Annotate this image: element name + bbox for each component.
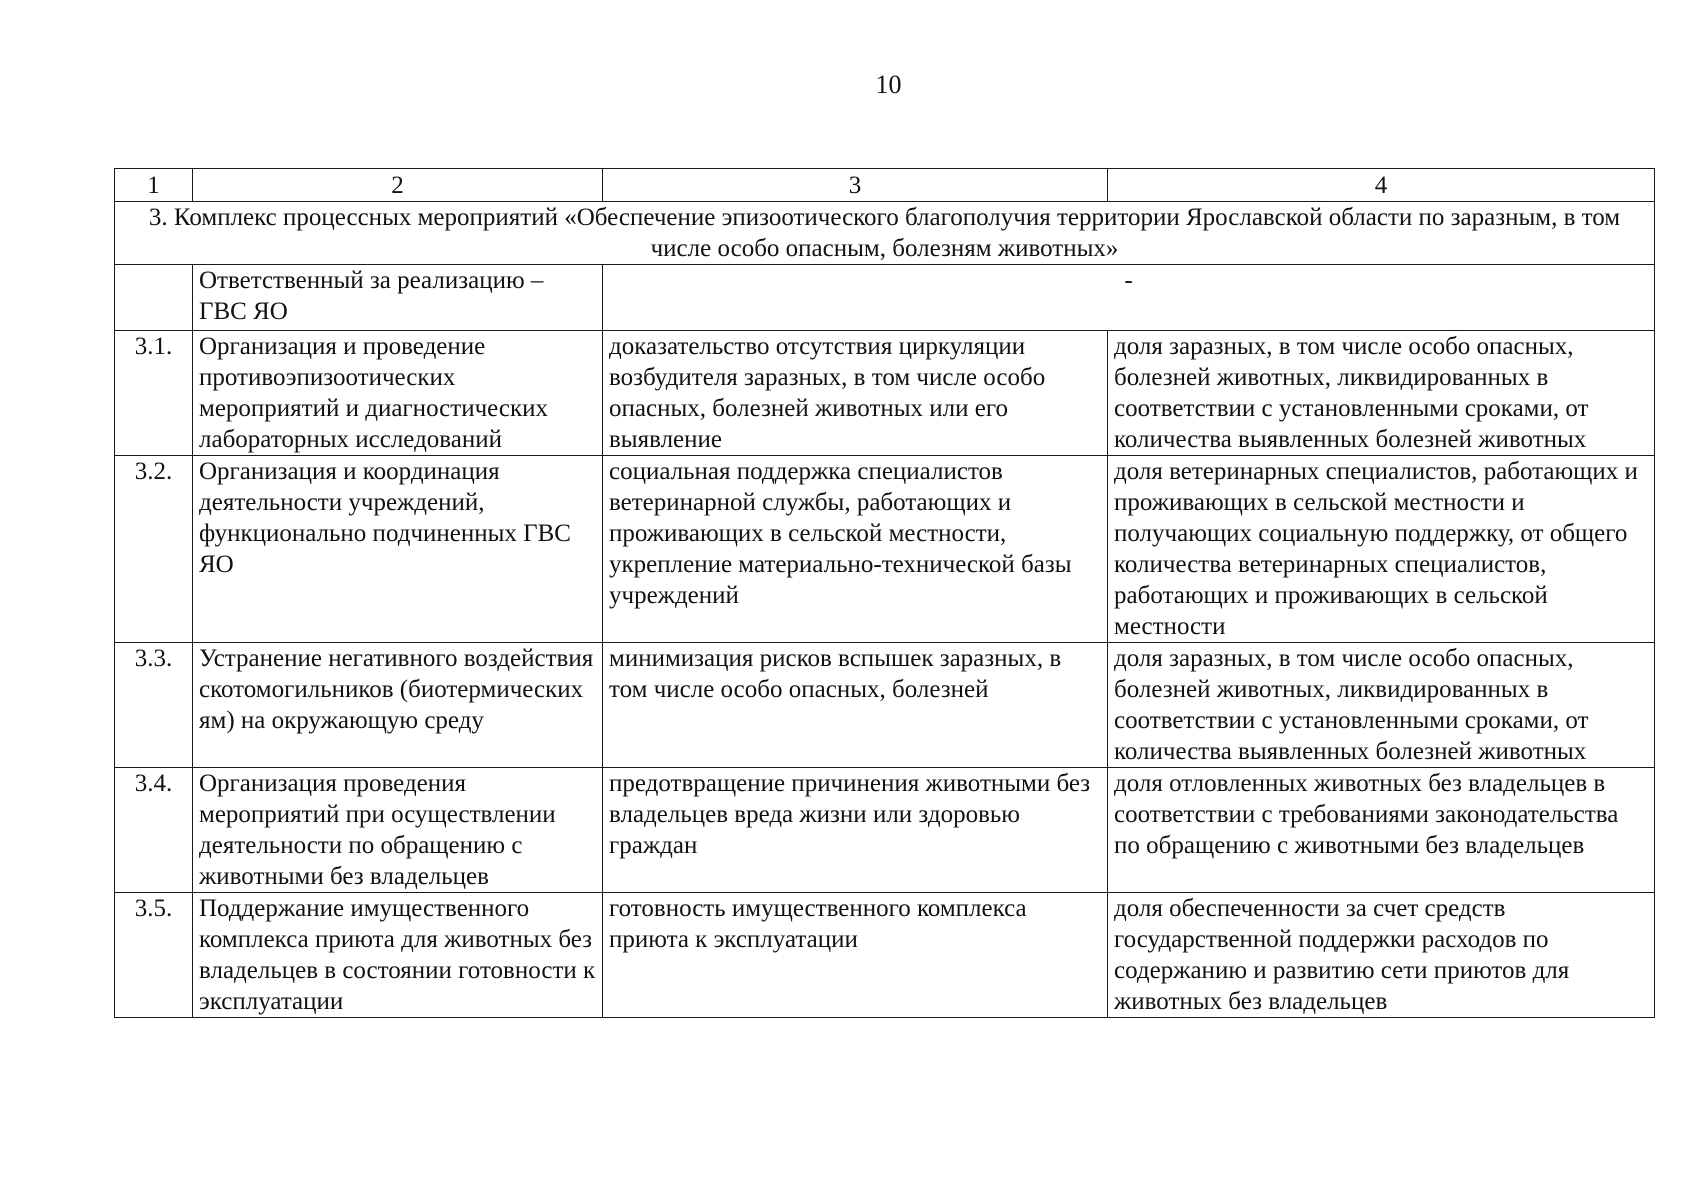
row-task: Организация и координация деятельности учреждений, функционально подчиненных ГВС ЯО [193,456,603,643]
row-number: 3.5. [115,893,193,1018]
table-row [115,331,1655,456]
row-indicator: доля обеспеченности за счет средств государственной поддержки расходов по содержанию и развитию сети приютов для животных без владельцев [1108,893,1655,1018]
table-row [115,643,1655,768]
table-row [115,768,1655,893]
column-number-4: 4 [1108,169,1655,202]
responsible-row [115,265,1655,331]
measures-table [114,168,1655,1018]
row-number: 3.4. [115,768,193,893]
page-number: 10 [875,70,902,99]
row-number: 3.3. [115,643,193,768]
row-number: 3.2. [115,456,193,643]
column-number-1: 1 [115,169,193,202]
section-row [115,202,1655,265]
responsible-empty-cell [115,265,193,331]
row-effect: предотвращение причинения животными без владельцев вреда жизни или здоровью граждан [603,768,1108,893]
row-effect: минимизация рисков вспышек заразных, в том числе особо опасных, болезней [603,643,1108,768]
row-indicator: доля отловленных животных без владельцев в соответствии с требованиями законодательства по обращению с животными без владельцев [1108,768,1655,893]
column-number-row [115,169,1655,202]
row-task: Организация и проведение противоэпизоотических мероприятий и диагностических лабораторных исследований [193,331,603,456]
row-effect: доказательство отсутствия циркуляции возбудителя заразных, в том числе особо опасных, болезней животных или его выявление [603,331,1108,456]
row-number: 3.1. [115,331,193,456]
row-indicator: доля ветеринарных специалистов, работающих и проживающих в сельской местности и получающих социальную поддержку, от общего количества ветеринарных специалистов, работающих и проживающих в сельской местности [1108,456,1655,643]
responsible-value: - [603,265,1655,331]
row-task: Устранение негативного воздействия скотомогильников (биотермических ям) на окружающую среду [193,643,603,768]
column-number-2: 2 [193,169,603,202]
row-task: Организация проведения мероприятий при осуществлении деятельности по обращению с животными без владельцев [193,768,603,893]
column-number-3: 3 [603,169,1108,202]
row-effect: социальная поддержка специалистов ветеринарной службы, работающих и проживающих в сельской местности, укрепление материально-технической базы учреждений [603,456,1108,643]
responsible-label: Ответственный за реализацию – ГВС ЯО [193,265,603,331]
row-indicator: доля заразных, в том числе особо опасных, болезней животных, ликвидированных в соответствии с установленными сроками, от количества выявленных болезней животных [1108,643,1655,768]
table-row [115,456,1655,643]
row-indicator: доля заразных, в том числе особо опасных, болезней животных, ликвидированных в соответствии с установленными сроками, от количества выявленных болезней животных [1108,331,1655,456]
row-effect: готовность имущественного комплекса приюта к эксплуатации [603,893,1108,1018]
row-task: Поддержание имущественного комплекса приюта для животных без владельцев в состоянии готовности к эксплуатации [193,893,603,1018]
table-row [115,893,1655,1018]
section-title: 3. Комплекс процессных мероприятий «Обеспечение эпизоотического благополучия территории Ярославской области по заразным, в том числе особо опасным, болезням животных» [115,202,1655,265]
